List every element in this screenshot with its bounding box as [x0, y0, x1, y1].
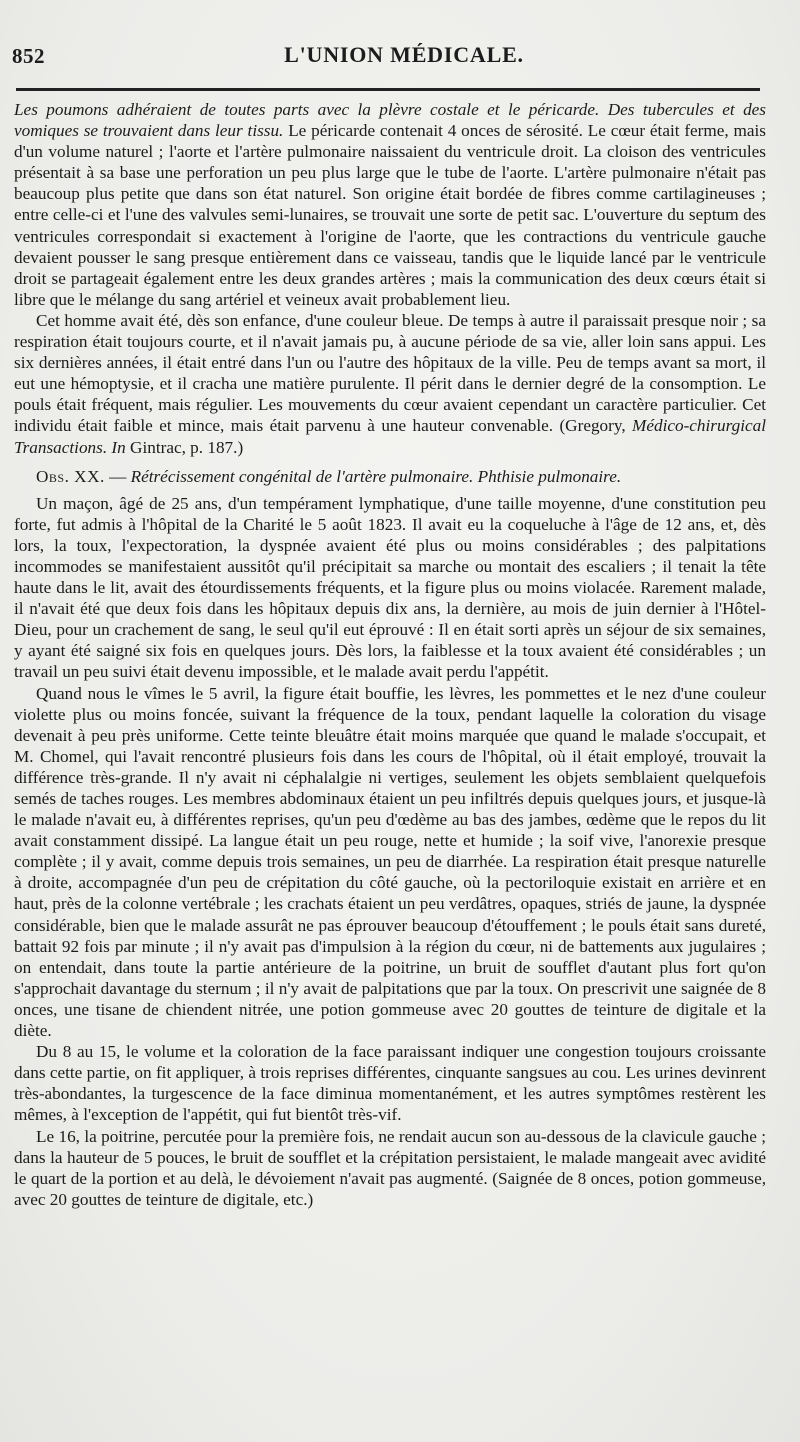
history-text: Cet homme avait été, dès son enfance, d'une couleur bleue. De temps à autre il paraissait presque noir ; sa respiration était toujours courte, et il n'avait jamais pu, à aucune période de sa vie, aller loin sans appui. Les six dernières années, il était entré dans l'un ou l'autre des hôpitaux de la ville. Peu de temps avant sa mort, il eut une hémoptysie, et il cracha une matière purulente. Il périt dans le dernier degré de la consomption. Le pouls était fréquent, mais régulier. Les mouvements du cœur avaient cependant un caractère particulier. Cet individu était faible et mince, mais était parvenu à une hauteur convenable. (Gregory, — [14, 310, 766, 436]
paragraph-percussion: Le 16, la poitrine, percutée pour la première fois, ne rendait aucun son au-dessous de la clavicule gauche ; dans la hauteur de 5 pouces, le bruit de soufflet et la crépitation persistaient, le malade mangeait avec avidité le quart de la portion et au delà, le dévoiement n'avait pas augmenté. (Saignée de 8 onces, potion gommeuse, avec 20 gouttes de teinture de digitale, etc.) — [14, 1126, 766, 1209]
observation-heading — [14, 466, 766, 487]
paragraph-history — [14, 310, 766, 458]
observation-title: Rétrécissement congénital de l'artère pulmonaire. Phthisie pulmonaire. — [130, 466, 622, 486]
article-body — [12, 99, 766, 1210]
observation-label: Obs. XX. — [36, 466, 105, 486]
citation-rest: Gintrac, p. 187.) — [125, 437, 244, 457]
running-head — [12, 40, 766, 78]
journal-title: L'UNION MÉDICALE. — [284, 42, 524, 67]
header-rule — [16, 88, 760, 91]
autopsy-text: Le péricarde contenait 4 onces de sérosité. Le cœur était ferme, mais d'un volume naturel ; l'aorte et l'artère pulmonaire naissaient du ventricule droit. La cloison des ventricules présentait à sa base une perforation un peu plus large que le tube de l'aorte. L'artère pulmonaire n'était pas beaucoup plus petite que dans son état naturel. Son origine était bordée de fibres comme cartilagineuses ; entre celle-ci et l'une des valvules semi-lunaires, se trouvait une sorte de petit sac. L'ouverture du septum des ventricules correspondait si exactement à l'origine de l'aorte, que les contractions du ventricule gauche devaient pousser le sang presque entièrement dans ce vaisseau, tandis que le liquide lancé par le ventricule droit se partageait également entre les deux grandes artères ; mais la communication des deux cœurs était si libre que le mélange du sang artériel et veineux avait probablement lieu. — [14, 121, 766, 309]
observation-dash: — — [104, 466, 131, 486]
paragraph-case-intro: Un maçon, âgé de 25 ans, d'un tempérament lymphatique, d'une taille moyenne, d'une constitution peu forte, fut admis à l'hôpital de la Charité le 5 août 1823. Il avait eu la coqueluche à l'âge de 12 ans, et, dès lors, la toux, l'expectoration, la dyspnée avaient été plus ou moins considérables ; des palpitations incommodes se manifestaient aussitôt qu'il précipitait sa marche ou montait des escaliers ; il tenait la tête haute dans le lit, avait des étourdissements fréquents, et la figure plus ou moins violacée. Rarement malade, il n'avait été que deux fois dans les hôpitaux depuis dix ans, la dernière, au mois de juin dernier à l'Hôtel-Dieu, pour un crachement de sang, le seul qu'il eut éprouvé : Il en était sorti après un séjour de six semaines, y ayant été saigné six fois en quelques jours. Dès lors, la faiblesse et la toux avaient été considérables ; un travail un peu suivi était devenu impossible, et le malade avait perdu l'appétit. — [14, 493, 766, 682]
citation-italic: Médico-chirurgical Transactions. In — [14, 416, 766, 457]
page-number: 852 — [12, 44, 45, 68]
paragraph-treatment: Du 8 au 15, le volume et la coloration de la face paraissant indiquer une congestion toujours croissante dans cette partie, on fit appliquer, à trois reprises différentes, cinquante sangsues au cou. Les urines devinrent très-abondantes, la turgescence de la face diminua momentanément, et les autres symptômes restèrent les mêmes, à l'exception de l'appétit, qui fut bientôt très-vif. — [14, 1042, 766, 1125]
paragraph-autopsy — [14, 99, 766, 310]
paragraph-examination: Quand nous le vîmes le 5 avril, la figure était bouffie, les lèvres, les pommettes et le nez d'une couleur violette plus ou moins foncée, suivant la fréquence de la toux, pendant laquelle la coloration du visage devenait à peu près uniforme. Cette teinte bleuâtre était moins marquée que quand le malade s'occupait, et M. Chomel, qui l'avait rencontré plusieurs fois dans les cours de l'hôpital, où il était employé, trouvait la différence très-grande. Il n'y avait ni céphalalgie ni vertiges, seulement les objets semblaient quelquefois semés de taches rouges. Les membres abdominaux étaient un peu infiltrés depuis quelques jours, et jusque-là le malade n'avait eu, à différentes reprises, qu'un peu d'œdème au bas des jambes, œdème que le repos du lit avait constamment dissipé. La langue était un peu rouge, nette et humide ; la soif vive, l'anorexie presque complète ; il y avait, comme depuis trois semaines, un peu de diarrhée. La respiration était presque naturelle à droite, accompagnée d'un peu de crépitation du côté gauche, où la pectoriloquie existait en arrière et en haut, près de la colonne vertébrale ; les crachats étaient un peu verdâtres, opaques, striés de jaune, la dyspnée considérable, bien que le malade assurât ne pas éprouver beaucoup d'étouffement ; le pouls était sans dureté, battait 92 fois par minute ; il n'y avait pas d'impulsion à la région du cœur, ni de battements aux jugulaires ; on entendait, dans toute la partie antérieure de la poitrine, un bruit de soufflet d'autant plus fort qu'on s'approchait davantage du sternum ; il n'y avait de palpitations que par la toux. On prescrivit une saignée de 8 onces, une tisane de chiendent nitrée, une potion gommeuse avec 20 gouttes de teinture de digitale et la diète. — [14, 683, 766, 1041]
autopsy-italic-lead: Les poumons adhéraient de toutes parts avec la plèvre costale et le péricarde. Des tubercules et des vomiques se trouvaient dans leur tissu. — [14, 100, 766, 141]
